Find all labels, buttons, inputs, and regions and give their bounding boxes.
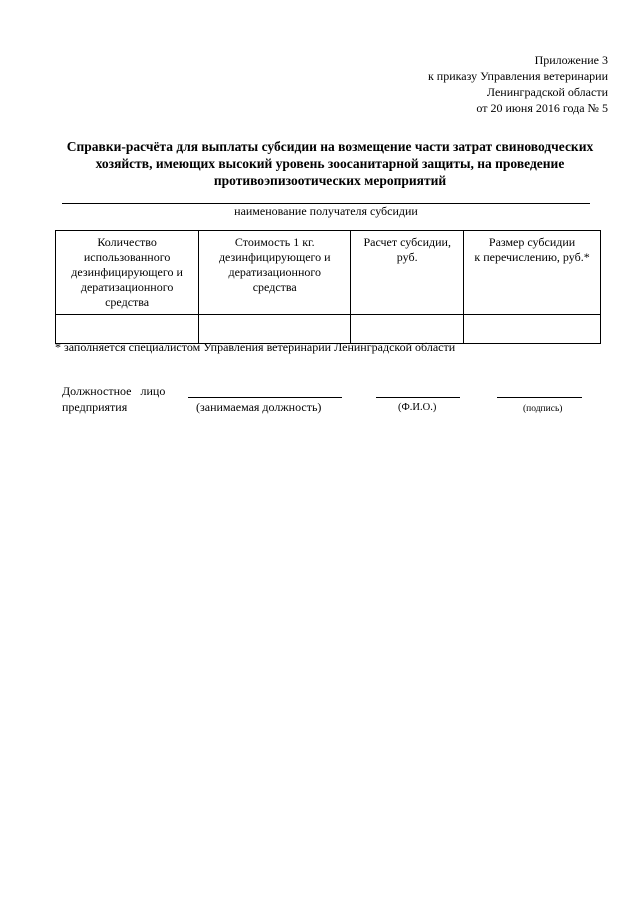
header-subsidy-calc [351, 231, 464, 315]
signature-label: Должностное лицо [62, 384, 166, 398]
header-text-line: дезинфицирующего и [218, 250, 331, 264]
header-text-line: к перечислению, руб.* [474, 250, 590, 264]
appendix-line: к приказу Управления ветеринарии [427, 69, 608, 83]
title-line: противоэпизоотических мероприятий [213, 173, 447, 188]
header-text-line: средства [105, 295, 150, 309]
signature-fill-line [497, 397, 582, 398]
sign-caption: (подпись) [523, 404, 563, 414]
position-caption: (занимаемая должность) [196, 400, 322, 414]
header-text-line: дератизационного [228, 265, 321, 279]
table-cell[interactable] [464, 315, 601, 344]
header-text-line: использованного [83, 250, 171, 264]
table-header-row [56, 231, 601, 315]
name-fill-line [376, 397, 460, 398]
header-cost [199, 231, 351, 315]
header-text-line: дератизационного [80, 280, 174, 294]
header-text-line: Стоимость 1 кг. [234, 235, 315, 249]
signature-label: предприятия [62, 400, 128, 414]
appendix-line: от 20 июня 2016 года № 5 [476, 101, 608, 115]
recipient-caption: наименование получателя субсидии [234, 204, 418, 218]
header-text-line: Размер субсидии [488, 235, 576, 249]
title-line: хозяйств, имеющих высокий уровень зоосанитарной защиты, на проведение [95, 156, 565, 171]
header-text-line: Расчет субсидии, [363, 235, 451, 249]
header-text-line: средства [252, 280, 297, 294]
document-title [40, 138, 620, 189]
footnote: * заполняется специалистом Управления ветеринарии Ленинградской области [55, 340, 456, 354]
appendix-line: Ленинградской области [486, 85, 608, 99]
calculation-table [55, 230, 601, 344]
appendix-header [428, 52, 608, 116]
header-quantity [56, 231, 199, 315]
header-text-line: Количество [97, 235, 157, 249]
header-text-line: руб. [396, 250, 418, 264]
header-text-line: дезинфицирующего и [71, 265, 183, 279]
header-subsidy-amount [464, 231, 601, 315]
title-line: Справки-расчёта для выплаты субсидии на возмещение части затрат свиноводческих [66, 139, 594, 154]
appendix-line: Приложение 3 [534, 53, 608, 67]
position-fill-line [188, 397, 342, 398]
name-caption: (Ф.И.О.) [398, 402, 437, 413]
